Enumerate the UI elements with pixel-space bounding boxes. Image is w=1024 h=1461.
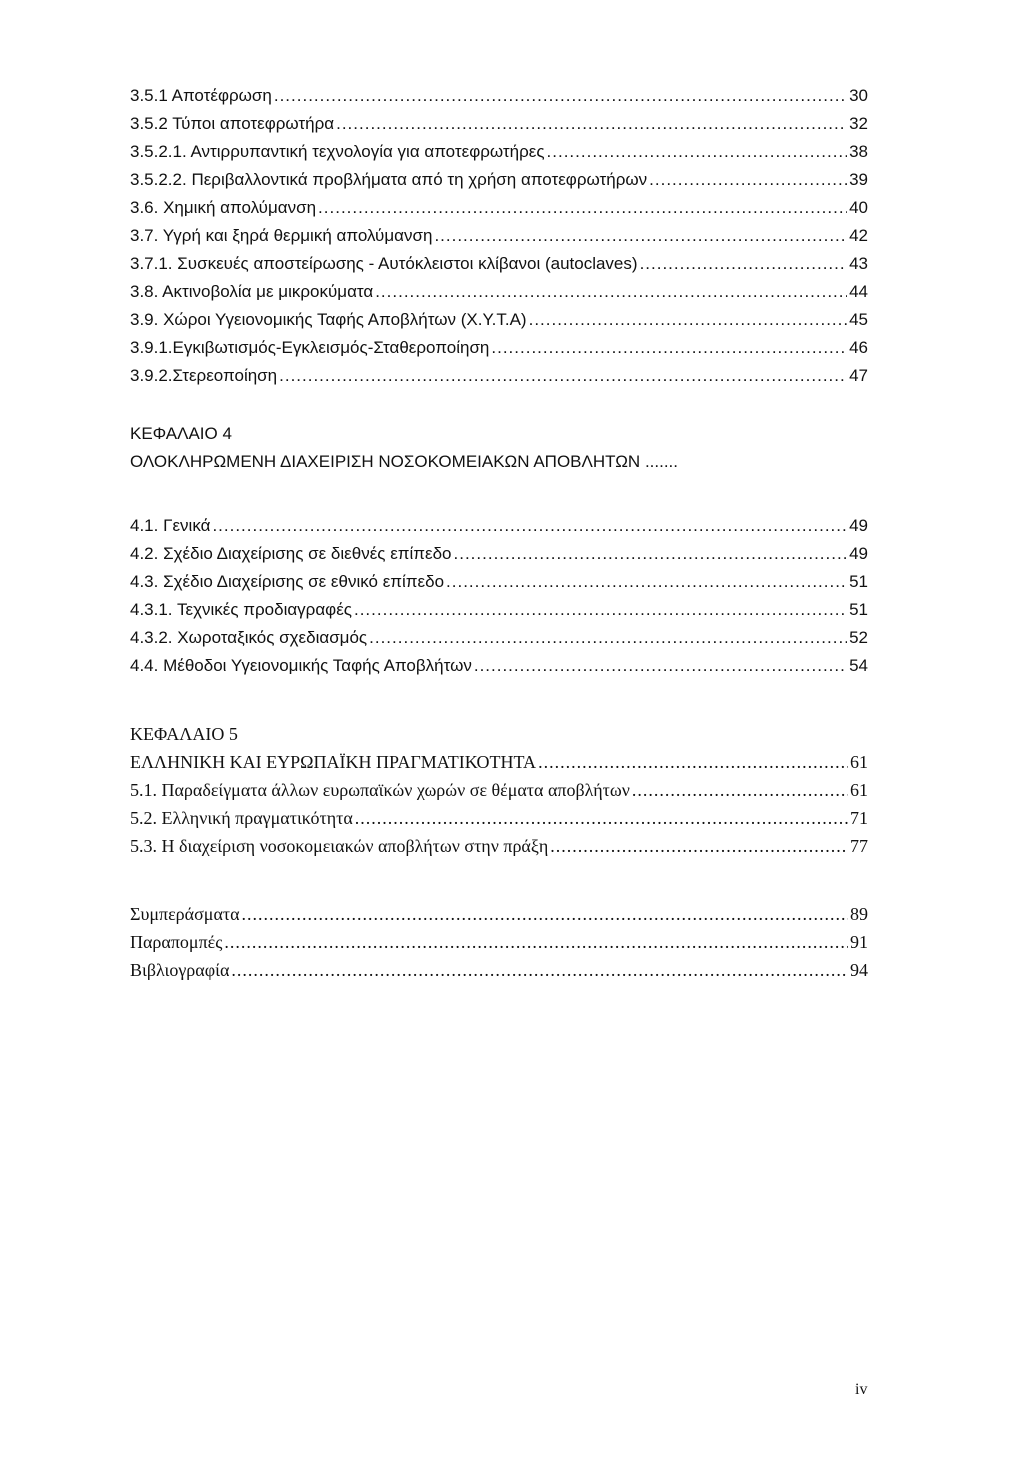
entry-number: 4.1. [130, 516, 159, 535]
entry-title: Σχέδιο Διαχείρισης σε διεθνές επίπεδο [163, 544, 452, 563]
dot-leader [491, 338, 847, 358]
entry-title: Σχέδιο Διαχείρισης σε εθνικό επίπεδο [163, 572, 445, 591]
entry-title: Η διαχείριση νοσοκομειακών αποβλήτων στην πράξη [161, 836, 549, 856]
entry-page: 91 [850, 932, 868, 952]
dot-leader [231, 960, 848, 981]
toc-block-section-3 [130, 86, 868, 394]
entry-number: 3.9.2. [130, 366, 173, 385]
entry-page: 47 [849, 366, 868, 385]
entry-page: 38 [849, 142, 868, 161]
entry-page: 42 [849, 226, 868, 245]
dot-leader [547, 142, 848, 162]
dot-leader [242, 904, 848, 925]
entry-title: Ελληνική πραγματικότητα [161, 808, 353, 828]
dot-leader [649, 170, 847, 190]
toc-entry[interactable] [130, 904, 868, 932]
dot-leader [550, 836, 848, 857]
dot-leader [279, 366, 847, 386]
entry-page: 43 [849, 254, 868, 273]
entry-title: Συμπεράσματα [130, 904, 240, 924]
entry-number: 4.4. [130, 656, 159, 675]
toc-entry[interactable] [130, 114, 868, 142]
toc-entry[interactable] [130, 142, 868, 170]
entry-title: Χημική απολύμανση [163, 198, 317, 217]
spacer [130, 864, 868, 904]
toc-entry[interactable] [130, 780, 868, 808]
entry-page: 52 [849, 628, 868, 647]
entry-title: Συσκευές αποστείρωσης - Αυτόκλειστοι κλίβανοι (autoclaves) [177, 254, 638, 273]
entry-title: Ακτινοβολία με μικροκύματα [162, 282, 374, 301]
entry-number: 3.5.2.1. [130, 142, 187, 161]
toc-entry[interactable] [130, 836, 868, 864]
entry-page: 39 [849, 170, 868, 189]
entry-number: 5.2. [130, 808, 157, 828]
entry-title: Βιβλιογραφία [130, 960, 230, 980]
entry-title: Αντιρρυπαντική τεχνολογία για αποτεφρωτήρες [190, 142, 545, 161]
toc-entry[interactable] [130, 254, 868, 282]
spacer [130, 394, 868, 424]
toc-block-back-matter [130, 904, 868, 988]
entry-page: 54 [849, 656, 868, 675]
entry-title: Γενικά [163, 516, 211, 535]
entry-number: 3.9.1. [130, 338, 173, 357]
entry-number: 3.7.1. [130, 254, 173, 273]
entry-page: 49 [849, 544, 868, 563]
entry-number: 3.9. [130, 310, 159, 329]
dot-leader [354, 600, 847, 620]
toc-entry[interactable] [130, 544, 868, 572]
dot-leader [274, 86, 847, 106]
spacer [130, 480, 868, 516]
dot-leader [529, 310, 847, 330]
entry-page: 40 [849, 198, 868, 217]
page-number: iv [855, 1381, 868, 1398]
entry-number: 4.3.2. [130, 628, 173, 647]
chapter-title-row[interactable] [130, 452, 868, 480]
dot-leader [355, 808, 848, 829]
chapter-title: ΕΛΛΗΝΙΚΗ ΚΑΙ ΕΥΡΩΠΑΪΚΗ ΠΡΑΓΜΑΤΙΚΟΤΗΤΑ [130, 752, 537, 772]
entry-page: 61 [850, 780, 868, 800]
dot-leader [640, 254, 848, 274]
entry-number: 4.3. [130, 572, 159, 591]
entry-title: Χωροταξικός σχεδιασμός [177, 628, 368, 647]
entry-page: 32 [849, 114, 868, 133]
chapter-label: ΚΕΦΑΛΑΙΟ 4 [130, 424, 232, 443]
chapter-title-row[interactable] [130, 752, 868, 780]
toc-entry[interactable] [130, 960, 868, 988]
toc-entry[interactable] [130, 282, 868, 310]
dot-leader [369, 628, 847, 648]
dot-leader [336, 114, 847, 134]
dot-leader [375, 282, 847, 302]
dot-leader [446, 572, 847, 592]
entry-title: Τύποι αποτεφρωτήρα [172, 114, 335, 133]
toc-entry[interactable] [130, 170, 868, 198]
entry-number: 3.5.2.2. [130, 170, 187, 189]
entry-number: 5.3. [130, 836, 157, 856]
toc-entry[interactable] [130, 338, 868, 366]
entry-page: 45 [849, 310, 868, 329]
entry-number: 3.6. [130, 198, 159, 217]
dot-leader [212, 516, 847, 536]
entry-page: 51 [849, 600, 868, 619]
entry-page: 94 [850, 960, 868, 980]
toc-entry[interactable] [130, 198, 868, 226]
entry-page: 44 [849, 282, 868, 301]
entry-title: Χώροι Υγειονομικής Ταφής Αποβλήτων (Χ.Υ.Τ.Α) [163, 310, 527, 329]
chapter-title-dots: ....... [644, 452, 678, 471]
toc-entry[interactable] [130, 600, 868, 628]
table-of-contents [130, 86, 868, 988]
entry-title: Στερεοποίηση [172, 366, 278, 385]
dot-leader [538, 752, 848, 773]
entry-page: 61 [850, 752, 868, 772]
entry-page: 51 [849, 572, 868, 591]
toc-entry[interactable] [130, 226, 868, 254]
toc-entry[interactable] [130, 808, 868, 836]
entry-number: 3.5.1 [130, 86, 168, 105]
entry-title: Εγκιβωτισμός-Εγκλεισμός-Σταθεροποίηση [172, 338, 490, 357]
dot-leader [632, 780, 848, 801]
entry-title: Αποτέφρωση [171, 86, 272, 105]
entry-title: Υγρή και ξηρά θερμική απολύμανση [162, 226, 433, 245]
entry-title: Παραπομπές [130, 932, 223, 952]
chapter-label: ΚΕΦΑΛΑΙΟ 5 [130, 724, 238, 744]
entry-number: 3.5.2 [130, 114, 168, 133]
entry-number: 4.3.1. [130, 600, 173, 619]
entry-page: 46 [849, 338, 868, 357]
dot-leader [224, 932, 848, 953]
entry-page: 77 [850, 836, 868, 856]
dot-leader [434, 226, 847, 246]
entry-number: 3.7. [130, 226, 159, 245]
entry-page: 71 [850, 808, 868, 828]
dot-leader [318, 198, 847, 218]
entry-page: 30 [849, 86, 868, 105]
entry-title: Παραδείγματα άλλων ευρωπαϊκών χωρών σε θέματα αποβλήτων [161, 780, 630, 800]
entry-page: 49 [849, 516, 868, 535]
entry-page: 89 [850, 904, 868, 924]
toc-entry[interactable] [130, 516, 868, 544]
toc-entry[interactable] [130, 86, 868, 114]
toc-entry[interactable] [130, 366, 868, 394]
entry-number: 5.1. [130, 780, 157, 800]
toc-chapter-5 [130, 724, 868, 780]
spacer [130, 684, 868, 724]
entry-title: Μέθοδοι Υγειονομικής Ταφής Αποβλήτων [163, 656, 472, 675]
toc-entry[interactable] [130, 310, 868, 338]
toc-chapter-4 [130, 424, 868, 480]
toc-entry[interactable] [130, 656, 868, 684]
toc-entry[interactable] [130, 628, 868, 656]
entry-title: Περιβαλλοντικά προβλήματα από τη χρήση αποτεφρωτήρων [191, 170, 648, 189]
toc-entry[interactable] [130, 572, 868, 600]
toc-entry[interactable] [130, 932, 868, 960]
dot-leader [454, 544, 848, 564]
dot-leader [474, 656, 847, 676]
toc-block-section-5 [130, 780, 868, 864]
entry-number: 3.8. [130, 282, 159, 301]
toc-block-section-4 [130, 516, 868, 684]
entry-title: Τεχνικές προδιαγραφές [176, 600, 352, 619]
chapter-title: ΟΛΟΚΛΗΡΩΜΕΝΗ ΔΙΑΧΕΙΡΙΣΗ ΝΟΣΟΚΟΜΕΙΑΚΩΝ ΑΠΟΒΛΗΤΩΝ [130, 452, 641, 471]
entry-number: 4.2. [130, 544, 159, 563]
